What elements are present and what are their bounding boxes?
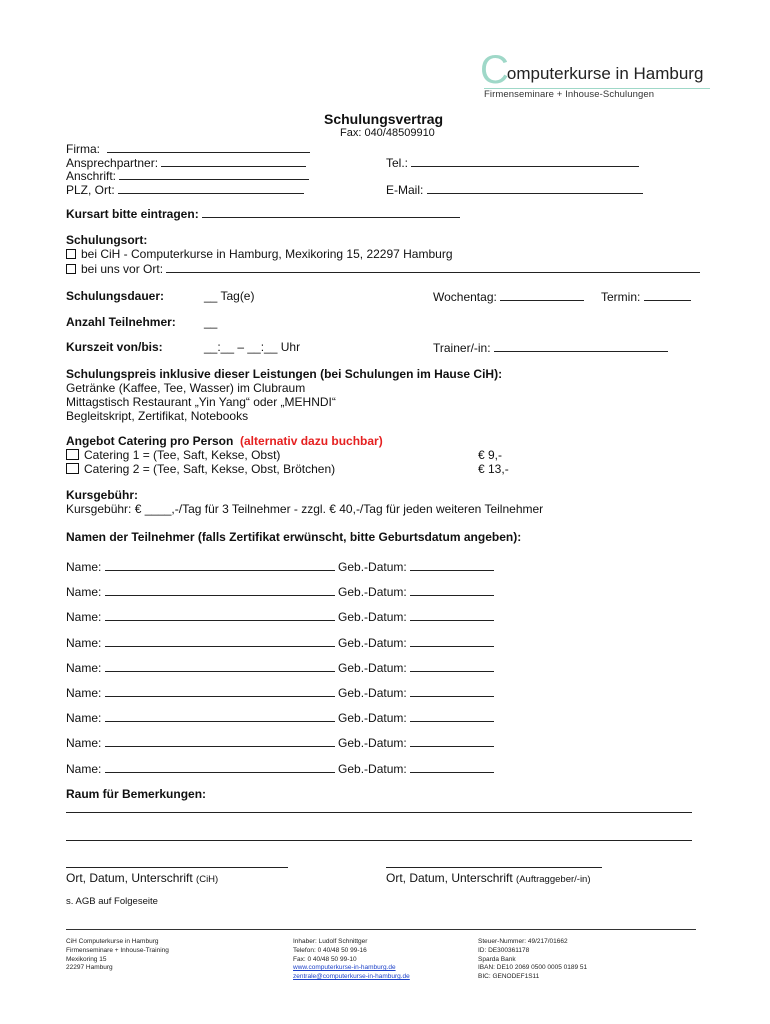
- signature-caption-cih-text: Ort, Datum, Unterschrift: [66, 871, 193, 885]
- name-label: Name:: [66, 711, 102, 725]
- name-input-line[interactable]: [105, 685, 335, 697]
- geburtsdatum-label: Geb.-Datum:: [338, 736, 407, 750]
- geburtsdatum-input-line[interactable]: [410, 584, 494, 596]
- field-plz-ort[interactable]: [66, 182, 304, 197]
- footer-text: BIC: GENODEF1S11: [478, 973, 540, 981]
- geburtsdatum-label: Geb.-Datum:: [338, 560, 407, 574]
- geburtsdatum-input-line[interactable]: [410, 710, 494, 722]
- remarks-line[interactable]: [66, 840, 692, 841]
- participant-row[interactable]: [66, 584, 494, 599]
- name-input-line[interactable]: [105, 735, 335, 747]
- option-onsite-location[interactable]: [66, 261, 700, 276]
- geburtsdatum-input-line[interactable]: [410, 559, 494, 571]
- document-title: Schulungsvertrag: [324, 111, 444, 127]
- field-trainer-label: Trainer/-in:: [433, 341, 491, 355]
- leistungen-heading: Schulungspreis inklusive dieser Leistungen (bei Schulungen im Hause CiH):: [66, 367, 503, 381]
- schulungsort-heading: Schulungsort:: [66, 233, 148, 247]
- kurszeit-label: Kurszeit von/bis:: [66, 340, 163, 354]
- field-ansprechpartner-label: Ansprechpartner:: [66, 156, 159, 170]
- footer-text: Steuer-Nummer: 49/217/01662: [478, 938, 568, 945]
- footer-company: [66, 938, 169, 973]
- logo-text: omputerkurse in Hamburg: [506, 64, 704, 83]
- participant-row[interactable]: [66, 710, 494, 725]
- geburtsdatum-label: Geb.-Datum:: [338, 686, 407, 700]
- name-label: Name:: [66, 585, 102, 599]
- name-input-line[interactable]: [105, 584, 335, 596]
- geburtsdatum-input-line[interactable]: [410, 685, 494, 697]
- name-input-line[interactable]: [105, 660, 335, 672]
- dauer-value[interactable]: __ Tag(e): [204, 289, 255, 303]
- name-input-line[interactable]: [105, 559, 335, 571]
- name-label: Name:: [66, 610, 102, 624]
- name-input-line[interactable]: [105, 635, 335, 647]
- name-label: Name:: [66, 661, 102, 675]
- participant-row[interactable]: [66, 635, 494, 650]
- name-label: Name:: [66, 736, 102, 750]
- participant-row[interactable]: [66, 735, 494, 750]
- name-input-line[interactable]: [105, 761, 335, 773]
- participant-row[interactable]: [66, 685, 494, 700]
- footer-text: IBAN: DE10 2069 0500 0005 0189 51: [478, 964, 588, 972]
- bemerkungen-heading: Raum für Bemerkungen:: [66, 787, 207, 801]
- geburtsdatum-input-line[interactable]: [410, 761, 494, 773]
- checkbox-icon[interactable]: [66, 449, 79, 460]
- signature-caption-cih-role: (CiH): [196, 874, 219, 885]
- field-wochentag[interactable]: [433, 289, 584, 304]
- geburtsdatum-label: Geb.-Datum:: [338, 711, 407, 725]
- signature-caption-cih: [66, 871, 218, 885]
- footer-text: ID: DE300361178: [478, 946, 530, 954]
- footer-bank: [478, 938, 587, 982]
- option-onsite-label: bei uns vor Ort:: [81, 262, 164, 276]
- signature-caption-client-text: Ort, Datum, Unterschrift: [386, 871, 513, 885]
- kursgebuehr-text: Kursgebühr: € ____,-/Tag für 3 Teilnehmer - zzgl. € 40,-/Tag für jeden weiteren Teilnehmer: [66, 502, 544, 516]
- geburtsdatum-label: Geb.-Datum:: [338, 636, 407, 650]
- participant-row[interactable]: [66, 559, 494, 574]
- field-anschrift-label: Anschrift:: [66, 169, 117, 183]
- field-firma[interactable]: [66, 141, 310, 156]
- name-label: Name:: [66, 762, 102, 776]
- catering-1-price: € 9,-: [478, 448, 503, 462]
- field-email[interactable]: [386, 182, 643, 197]
- catering-heading-text: Angebot Catering pro Person: [66, 434, 234, 448]
- checkbox-icon[interactable]: [66, 264, 76, 274]
- namen-heading: Namen der Teilnehmer (falls Zertifikat erwünscht, bitte Geburtsdatum angeben):: [66, 530, 522, 544]
- leistung-mittagstisch: Mittagstisch Restaurant „Yin Yang“ oder „MEHNDI“: [66, 395, 336, 409]
- footer-text: Mexikoring 15: [66, 955, 107, 963]
- geburtsdatum-input-line[interactable]: [410, 660, 494, 672]
- participant-row[interactable]: [66, 609, 494, 624]
- catering-2-label: Catering 2 = (Tee, Saft, Kekse, Obst, Brötchen): [84, 462, 336, 476]
- name-label: Name:: [66, 636, 102, 650]
- field-plz-label: PLZ, Ort:: [66, 183, 115, 197]
- geburtsdatum-input-line[interactable]: [410, 635, 494, 647]
- field-kursart-label: Kursart bitte eintragen:: [66, 207, 199, 221]
- footer-text: Inhaber: Ludolf Schnittger: [293, 938, 368, 945]
- signature-caption-client-role: (Auftraggeber/-in): [516, 874, 591, 885]
- company-logo: [480, 50, 703, 90]
- leistung-begleitskript: Begleitskript, Zertifikat, Notebooks: [66, 409, 249, 423]
- footer-contact: [293, 938, 410, 982]
- field-tel-label: Tel.:: [386, 156, 409, 170]
- signature-caption-client: [386, 871, 591, 885]
- option-catering-2[interactable]: [66, 462, 335, 476]
- footer-text: CiH Computerkurse in Hamburg: [66, 938, 159, 945]
- field-trainer[interactable]: [433, 340, 668, 355]
- footer-text: Firmenseminare + Inhouse-Training: [66, 946, 169, 954]
- logo-letter: C: [480, 48, 509, 92]
- geburtsdatum-label: Geb.-Datum:: [338, 585, 407, 599]
- field-anschrift[interactable]: [66, 168, 309, 183]
- footer-text: Fax: 0 40/48 50 99-10: [293, 955, 357, 963]
- field-kursart[interactable]: [66, 206, 460, 221]
- name-label: Name:: [66, 686, 102, 700]
- geburtsdatum-label: Geb.-Datum:: [338, 661, 407, 675]
- field-wochentag-label: Wochentag:: [433, 290, 497, 304]
- email-link[interactable]: zentrale@computerkurse-in-hamburg.de: [293, 973, 410, 981]
- geburtsdatum-input-line[interactable]: [410, 735, 494, 747]
- teilnehmer-label: Anzahl Teilnehmer:: [66, 315, 176, 329]
- geburtsdatum-label: Geb.-Datum:: [338, 762, 407, 776]
- name-input-line[interactable]: [105, 710, 335, 722]
- field-termin[interactable]: [601, 289, 691, 304]
- checkbox-icon[interactable]: [66, 249, 76, 259]
- logo-subtitle: Firmenseminare + Inhouse-Schulungen: [484, 89, 655, 100]
- footer-text: Telefon: 0 40/48 50 99-16: [293, 946, 367, 954]
- option-catering-1[interactable]: [66, 448, 280, 462]
- name-label: Name:: [66, 560, 102, 574]
- catering-1-label: Catering 1 = (Tee, Saft, Kekse, Obst): [84, 448, 281, 462]
- catering-heading: [66, 434, 383, 448]
- catering-note: (alternativ dazu buchbar): [240, 434, 383, 448]
- agb-note: s. AGB auf Folgeseite: [66, 896, 158, 907]
- field-email-label: E-Mail:: [386, 183, 424, 197]
- fax-number: Fax: 040/48509910: [340, 127, 435, 139]
- name-input-line[interactable]: [105, 609, 335, 621]
- field-termin-label: Termin:: [601, 290, 641, 304]
- participant-row[interactable]: [66, 660, 494, 675]
- catering-2-price: € 13,-: [478, 462, 509, 476]
- option-cih-label: bei CiH - Computerkurse in Hamburg, Mexikoring 15, 22297 Hamburg: [81, 247, 453, 261]
- option-cih-location[interactable]: [66, 247, 453, 261]
- participant-row[interactable]: [66, 761, 494, 776]
- field-firma-label: Firma:: [66, 142, 100, 156]
- kurszeit-value[interactable]: __:__ – __:__ Uhr: [204, 340, 301, 354]
- website-link[interactable]: www.computerkurse-in-hamburg.de: [293, 964, 396, 972]
- footer-divider: [66, 929, 696, 930]
- teilnehmer-value[interactable]: __: [204, 315, 218, 329]
- geburtsdatum-label: Geb.-Datum:: [338, 610, 407, 624]
- signature-line-client[interactable]: [386, 867, 602, 868]
- checkbox-icon[interactable]: [66, 463, 79, 474]
- footer-text: Sparda Bank: [478, 955, 516, 963]
- footer-text: 22297 Hamburg: [66, 964, 113, 972]
- dauer-label: Schulungsdauer:: [66, 289, 165, 303]
- field-tel[interactable]: [386, 155, 639, 170]
- kursgebuehr-heading: Kursgebühr:: [66, 488, 138, 502]
- leistung-getraenke: Getränke (Kaffee, Tee, Wasser) im Clubraum: [66, 381, 306, 395]
- remarks-line[interactable]: [66, 812, 692, 813]
- geburtsdatum-input-line[interactable]: [410, 609, 494, 621]
- signature-line-cih[interactable]: [66, 867, 288, 868]
